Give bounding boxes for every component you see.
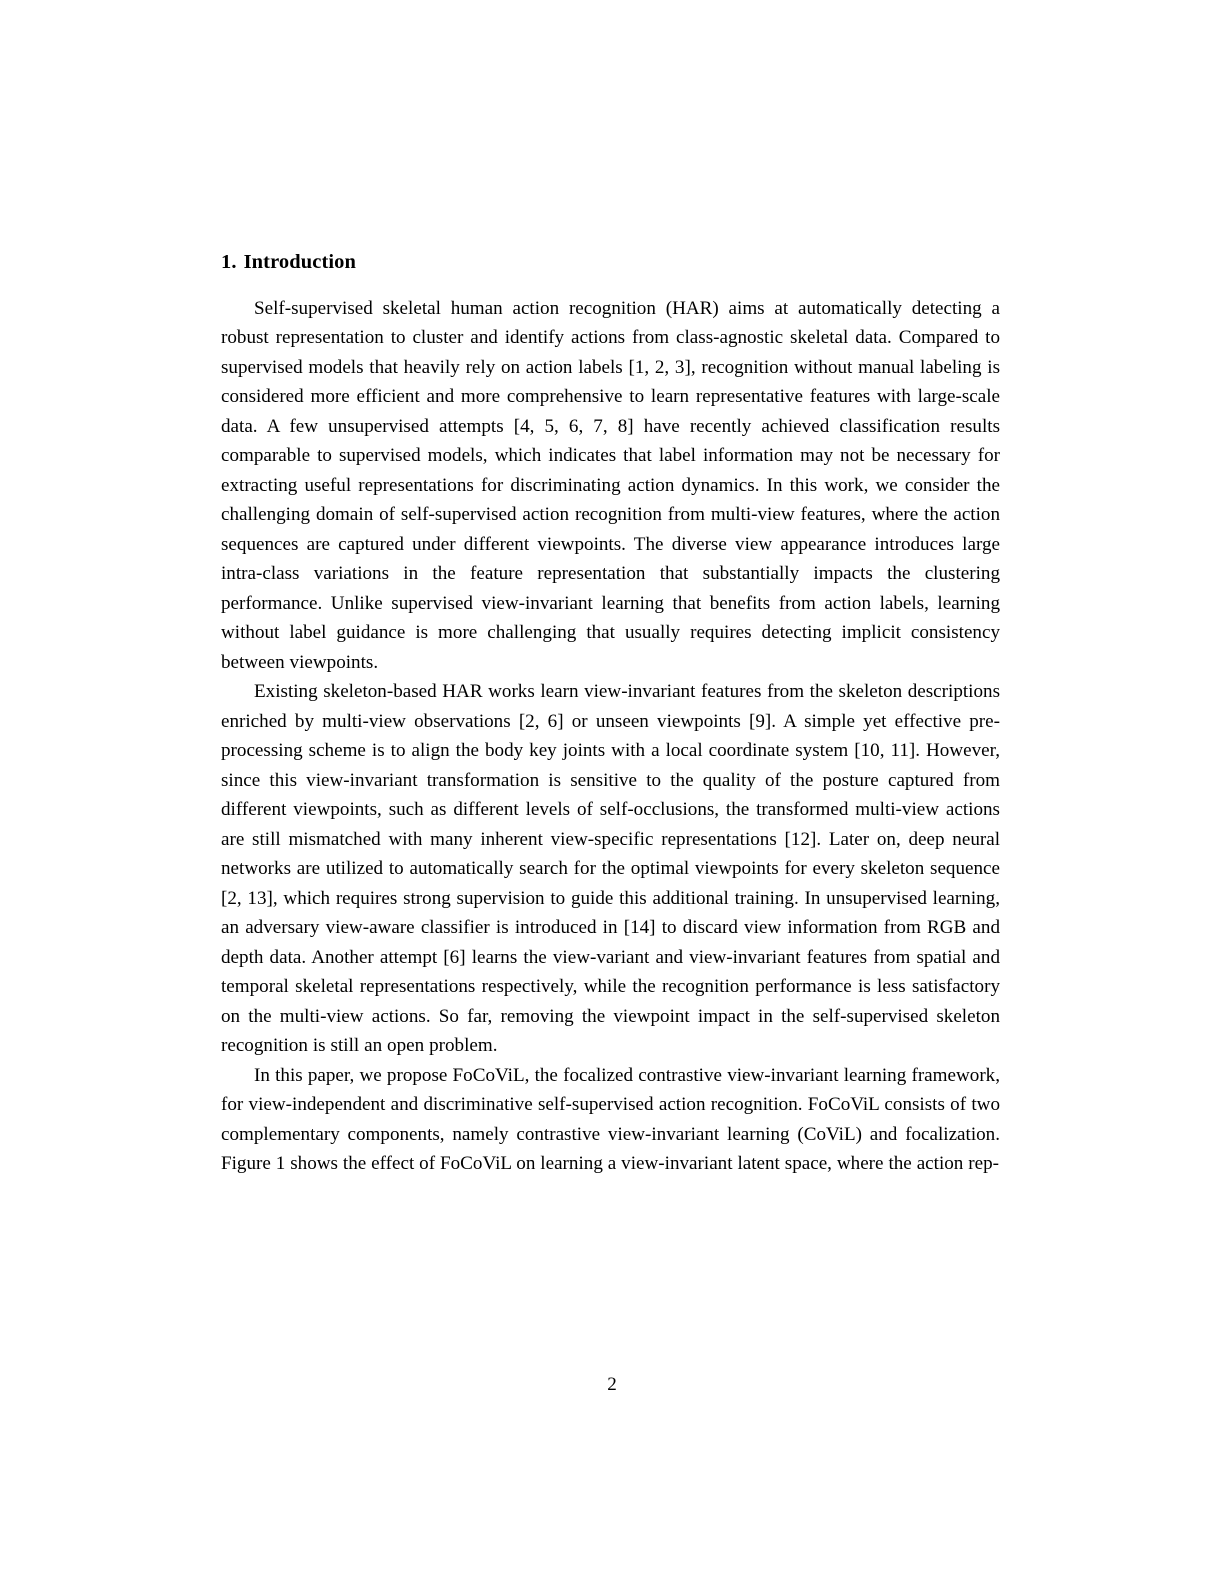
paragraph-related-works: Existing skeleton-based HAR works learn view-invariant features from the skeleton descriptions enriched by multi-view observations [2, 6] or unseen viewpoints [9]. A simple yet effective pre-processing scheme is to align the body key joints with a local coordinate system [10, 11]. However, since this view-invariant transformation is sensitive to the quality of the posture captured from different viewpoints, such as different levels of self-occlusions, the transformed multi-view actions are still mismatched with many inherent view-specific representations [12]. Later on, deep neural networks are utilized to automatically search for the optimal viewpoints for every skeleton sequence [2, 13], which requires strong supervision to guide this additional training. In unsupervised learning, an adversary view-aware classifier is introduced in [14] to discard view information from RGB and depth data. Another attempt [6] learns the view-variant and view-invariant features from spatial and temporal skeletal representations respectively, while the recognition performance is less satisfactory on the multi-view actions. So far, removing the viewpoint impact in the self-supervised skeleton recognition is still an open problem. xyxy=(221,681,1000,1056)
section-title: Introduction xyxy=(243,251,357,273)
section-heading xyxy=(221,248,1000,278)
text-column xyxy=(221,248,1000,1179)
paragraph-introduction-overview: Self-supervised skeletal human action recognition (HAR) aims at automatically detecting a robust representation to cluster and identify actions from class-agnostic skeletal data. Compared to supervised models that heavily rely on action labels [1, 2, 3], recognition without manual labeling is considered more efficient and more comprehensive to learn representative features with large-scale data. A few unsupervised attempts [4, 5, 6, 7, 8] have recently achieved classification results comparable to supervised models, which indicates that label information may not be necessary for extracting useful representations for discriminating action dynamics. In this work, we consider the challenging domain of self-supervised action recognition from multi-view features, where the action sequences are captured under different viewpoints. The diverse view appearance introduces large intra-class variations in the feature representation that substantially impacts the clustering performance. Unlike supervised view-invariant learning that benefits from action labels, learning without label guidance is more challenging that usually requires detecting implicit consistency between viewpoints. xyxy=(221,297,1000,673)
paragraph-focovil-proposal: In this paper, we propose FoCoViL, the focalized contrastive view-invariant learning framework, for view-independent and discriminative self-supervised action recognition. FoCoViL consists of two complementary components, namely contrastive view-invariant learning (CoViL) and focalization. Figure 1 shows the effect of FoCoViL on learning a view-invariant latent space, where the action rep- xyxy=(221,1064,1000,1174)
page-number: 2 xyxy=(607,1374,617,1395)
section-number: 1. xyxy=(221,251,237,273)
